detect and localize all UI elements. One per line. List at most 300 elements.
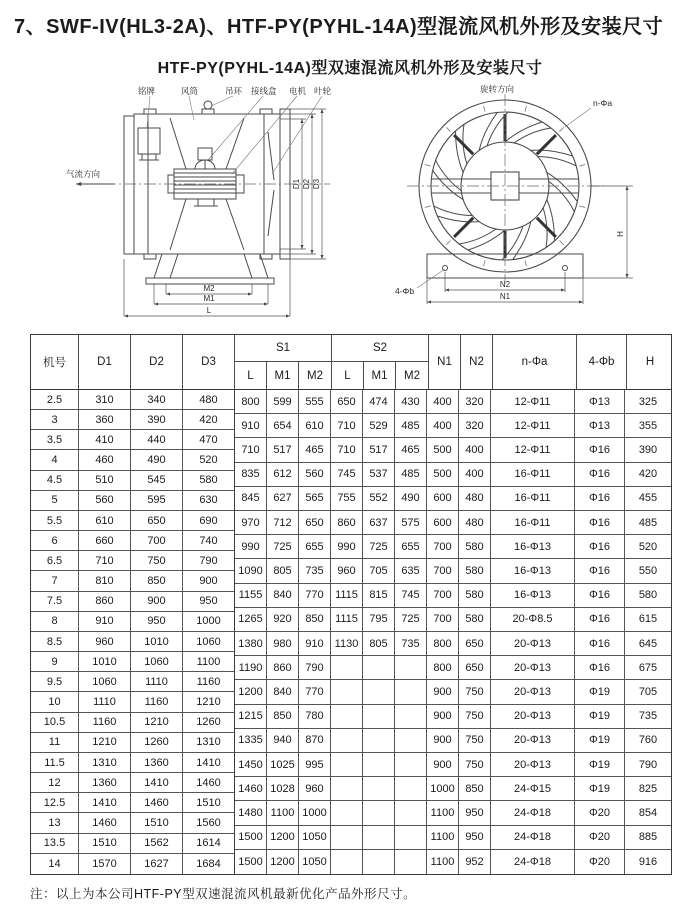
table-cell: 420 [183,410,235,430]
table-cell: 1190 [235,656,267,680]
table-cell: 10.5 [31,713,79,733]
table-cell: 710 [79,551,131,571]
table-cell: 850 [131,571,183,591]
table-cell: 1025 [267,753,299,777]
table-cell: 565 [299,487,331,511]
table-cell: 854 [625,801,671,825]
table-cell: 2.5 [31,390,79,410]
table-cell: 740 [183,531,235,551]
table-cell: 1570 [79,854,131,874]
table-cell: 800 [427,632,459,656]
table-cell [363,656,395,680]
table-cell: 850 [299,608,331,632]
table-cell: 900 [131,592,183,612]
table-cell: 1000 [427,777,459,801]
table-header [31,335,671,390]
table-cell [363,801,395,825]
table-cell [395,680,427,704]
col-group-s2 [332,335,429,389]
header-d2: D2 [131,335,183,389]
table-cell: 990 [331,535,363,559]
table-cell: 465 [395,438,427,462]
table-cell: 490 [395,487,427,511]
table-cell: 24-Φ15 [491,777,575,801]
table-cell [363,753,395,777]
table-cell: 1100 [427,801,459,825]
table-cell: 11.5 [31,753,79,773]
table-cell: Φ16 [575,535,625,559]
table-cell: 16-Φ11 [491,487,575,511]
table-cell: 1160 [131,692,183,712]
table-body-left [31,390,235,874]
table-cell: 940 [267,729,299,753]
table-cell: 20-Φ13 [491,753,575,777]
table-cell: 770 [299,584,331,608]
table-cell: 1130 [331,632,363,656]
table-cell: 340 [131,390,183,410]
table-cell: 520 [625,535,671,559]
nameplate-shape [138,128,160,154]
table-cell [395,705,427,729]
table-cell: 5 [31,491,79,511]
col-group-s1 [235,335,332,389]
table-cell [395,656,427,680]
table-cell: 1210 [183,692,235,712]
table-cell: Φ16 [575,656,625,680]
header-h: H [645,356,655,368]
table-cell: 310 [79,390,131,410]
table-cell: 885 [625,826,671,850]
dim-d1: D1 [292,178,301,190]
table-cell: 1060 [183,632,235,652]
label-rotation-direction: 旋转方向 [479,84,515,94]
table-cell: 580 [459,584,491,608]
table-cell: 1210 [79,733,131,753]
table-cell [363,850,395,874]
table-cell: 580 [625,584,671,608]
table-cell: 870 [299,729,331,753]
table-cell: Φ16 [575,632,625,656]
table-cell: 635 [395,559,427,583]
table-cell: 1100 [267,801,299,825]
dim-m1: M1 [203,294,215,303]
table-cell: 840 [267,584,299,608]
table-cell: Φ19 [575,753,625,777]
table-cell [331,729,363,753]
table-cell: 550 [625,559,671,583]
table-cell [331,705,363,729]
header-4-phi-b: 4-Φb [577,335,627,389]
table-cell: 790 [625,753,671,777]
table-cell: 440 [131,430,183,450]
table-cell: 750 [131,551,183,571]
table-cell: 4 [31,450,79,470]
table-cell: 1110 [79,692,131,712]
table-cell [331,850,363,874]
table-cell [363,680,395,704]
table-cell: 1115 [331,608,363,632]
table-cell: 650 [459,656,491,680]
table-cell: 900 [427,729,459,753]
table-cell: 575 [395,511,427,535]
table-cell: 20-Φ13 [491,656,575,680]
table-cell: 552 [363,487,395,511]
table-cell: 24-Φ18 [491,850,575,874]
table-cell: 1500 [235,850,267,874]
table-cell: 24-Φ18 [491,826,575,850]
table-cell: 990 [235,535,267,559]
table-cell: 800 [235,390,267,414]
table-cell: 650 [331,390,363,414]
table-cell: 14 [31,854,79,874]
table-cell: 1215 [235,705,267,729]
table-cell: 750 [459,680,491,704]
header-s1-l: L [235,362,267,389]
table-cell: Φ20 [575,850,625,874]
table-cell: 9.5 [31,672,79,692]
table-cell: 1050 [299,850,331,874]
table-cell: 529 [363,414,395,438]
table-cell: 410 [79,430,131,450]
table-cell: 735 [625,705,671,729]
table-cell: 860 [267,656,299,680]
table-cell: 627 [267,487,299,511]
table-cell: 580 [459,535,491,559]
table-cell: 700 [131,531,183,551]
table-cell: Φ16 [575,511,625,535]
table-cell: 1460 [131,793,183,813]
table-cell: 1028 [267,777,299,801]
table-cell: 460 [79,450,131,470]
table-cell: 655 [395,535,427,559]
table-cell [363,777,395,801]
table-cell [395,801,427,825]
table-cell: 520 [183,450,235,470]
table-cell: 20-Φ8.5 [491,608,575,632]
table-cell: 510 [79,471,131,491]
dim-d2: D2 [302,178,311,190]
table-cell: 1335 [235,729,267,753]
table-cell: 1260 [131,733,183,753]
table-cell: 12-Φ11 [491,414,575,438]
table-cell: Φ19 [575,705,625,729]
sub-title: HTF-PY(PYHL-14A)型双速混流风机外形及安装尺寸 [157,60,543,77]
table-cell: 850 [459,777,491,801]
table-cell: 360 [79,410,131,430]
table-cell: 20-Φ13 [491,680,575,704]
table-cell: 805 [267,559,299,583]
technical-drawings [58,82,700,326]
footer-note: 注：以上为本公司HTF-PY型双速混流风机最新优化产品外形尺寸。 [30,887,417,901]
table-cell: 12-Φ11 [491,390,575,414]
table-cell: 900 [427,680,459,704]
table-cell: 750 [459,729,491,753]
table-cell: 860 [331,511,363,535]
table-cell: 790 [183,551,235,571]
table-cell: 860 [79,592,131,612]
table-cell: 1560 [183,813,235,833]
table-cell: 474 [363,390,395,414]
header-s2-m2: M2 [404,369,420,382]
table-cell: 840 [267,680,299,704]
table-cell: 580 [459,559,491,583]
table-cell: 5.5 [31,511,79,531]
table-cell: 517 [363,438,395,462]
table-cell: 637 [363,511,395,535]
table-cell: 455 [625,487,671,511]
table-cell: 490 [131,450,183,470]
table-cell [395,826,427,850]
table-cell: 1210 [131,713,183,733]
table-cell: 970 [235,511,267,535]
header-s1-m2: M2 [307,369,323,382]
table-cell: 1410 [131,773,183,793]
table-cell: 485 [395,463,427,487]
table-cell: 980 [267,632,299,656]
table-cell: 705 [625,680,671,704]
table-cell: 7 [31,571,79,591]
table-cell: 1480 [235,801,267,825]
table-cell: 12 [31,773,79,793]
table-cell: 1110 [131,672,183,692]
table-cell: 1460 [183,773,235,793]
table-cell: 16-Φ13 [491,584,575,608]
header-jihao: 机号 [31,335,79,389]
dimension-table [30,334,672,875]
table-cell: 600 [427,487,459,511]
table-cell: 1450 [235,753,267,777]
label-4-phi-b: 4-Φb [395,286,415,296]
table-cell: 1010 [131,632,183,652]
table-cell: 790 [299,656,331,680]
label-impeller: 叶轮 [314,86,332,96]
table-cell: 7.5 [31,592,79,612]
table-cell: Φ16 [575,438,625,462]
table-cell [395,850,427,874]
table-cell: 1160 [79,713,131,733]
table-cell: 995 [299,753,331,777]
table-cell: Φ20 [575,826,625,850]
table-cell: 1000 [299,801,331,825]
table-cell: 16-Φ13 [491,559,575,583]
table-cell: 845 [235,487,267,511]
label-n-phi-a: n-Φa [593,98,613,108]
table-cell: 1265 [235,608,267,632]
table-cell: 537 [363,463,395,487]
table-cell: 920 [267,608,299,632]
table-cell: 10 [31,692,79,712]
table-cell: Φ16 [575,487,625,511]
table-cell: 1115 [331,584,363,608]
table-cell: 545 [131,471,183,491]
side-view-drawing [58,82,393,326]
table-cell: 1060 [79,672,131,692]
table-cell: 6.5 [31,551,79,571]
table-cell: 1562 [131,834,183,854]
table-cell: 1100 [183,652,235,672]
label-motor: 电机 [289,86,307,96]
table-cell: 13 [31,813,79,833]
table-cell: 16-Φ11 [491,511,575,535]
table-cell: 1460 [235,777,267,801]
table-cell: 1100 [427,826,459,850]
table-cell: 4.5 [31,471,79,491]
table-cell [331,680,363,704]
table-cell: 1310 [79,753,131,773]
table-cell: 390 [131,410,183,430]
table-cell: 1614 [183,834,235,854]
table-cell: 1510 [79,834,131,854]
table-cell: 1310 [183,733,235,753]
table-cell: Φ16 [575,463,625,487]
table-cell: 485 [395,414,427,438]
table-cell: 654 [267,414,299,438]
label-airflow: 气流方向 [66,169,101,179]
table-cell: 20-Φ13 [491,632,575,656]
table-cell: 710 [235,438,267,462]
table-cell [331,656,363,680]
table-cell: 700 [427,535,459,559]
table-cell: 610 [299,414,331,438]
table-cell: 1000 [183,612,235,632]
table-cell: 1380 [235,632,267,656]
table-cell: 390 [625,438,671,462]
table-cell: 320 [459,414,491,438]
table-cell: 795 [363,608,395,632]
front-view-drawing [393,82,693,326]
table-cell: 11 [31,733,79,753]
table-cell: 650 [299,511,331,535]
table-cell: 675 [625,656,671,680]
table-cell: 910 [299,632,331,656]
header-n1: N1 [429,335,461,389]
table-cell: 9 [31,652,79,672]
table-cell: 725 [267,535,299,559]
table-cell: Φ16 [575,608,625,632]
label-junction-box: 接线盒 [251,86,277,96]
table-cell: 1510 [183,793,235,813]
table-cell: 745 [395,584,427,608]
table-cell: 650 [131,511,183,531]
table-cell: 500 [427,438,459,462]
table-cell: 500 [427,463,459,487]
table-cell: 1160 [183,672,235,692]
lifting-ring-shape [204,101,212,109]
table-cell: 16-Φ11 [491,463,575,487]
table-cell: 470 [183,430,235,450]
table-cell [331,826,363,850]
table-cell [363,729,395,753]
header-n2: N2 [461,335,493,389]
table-cell: 1360 [131,753,183,773]
table-cell: 850 [267,705,299,729]
table-cell: 950 [459,801,491,825]
header-s1-m1: M1 [267,362,299,389]
table-cell [363,705,395,729]
table-cell: Φ19 [575,729,625,753]
table-cell: 400 [459,438,491,462]
table-cell: 600 [427,511,459,535]
table-cell: 960 [299,777,331,801]
table-body-right [235,390,671,874]
table-cell: 770 [299,680,331,704]
dim-m2: M2 [203,284,215,293]
table-cell: 400 [427,414,459,438]
table-cell: 1060 [131,652,183,672]
table-cell: 1155 [235,584,267,608]
table-cell: 430 [395,390,427,414]
table-cell: 1510 [131,813,183,833]
header-d1: D1 [79,335,131,389]
table-cell: 760 [625,729,671,753]
table-cell: 712 [267,511,299,535]
dim-h: H [616,231,625,237]
table-cell: 3 [31,410,79,430]
header-s2-m1: M1 [364,362,396,389]
table-cell: 900 [427,753,459,777]
table-cell: 725 [363,535,395,559]
table-cell: 900 [427,705,459,729]
table-cell: 745 [331,463,363,487]
table-cell: 960 [331,559,363,583]
table-cell: 16-Φ13 [491,535,575,559]
table-cell: 655 [299,535,331,559]
table-cell: 1260 [183,713,235,733]
table-cell: 1200 [267,850,299,874]
table-cell: 710 [331,414,363,438]
page-title: 7、SWF-IV(HL3-2A)、HTF-PY(PYHL-14A)型混流风机外形及安装尺寸 [14,16,664,38]
table-cell: 910 [79,612,131,632]
table-cell [395,729,427,753]
table-cell: 950 [183,592,235,612]
table-cell: 610 [79,511,131,531]
table-cell: 1010 [79,652,131,672]
table-cell: 20-Φ13 [491,729,575,753]
table-cell: 825 [625,777,671,801]
table-cell: 20-Φ13 [491,705,575,729]
table-cell: 910 [235,414,267,438]
table-cell: 580 [183,471,235,491]
table-cell: 12.5 [31,793,79,813]
table-cell: 1684 [183,854,235,874]
table-cell: 355 [625,414,671,438]
table-cell: 560 [79,491,131,511]
table-cell: 950 [459,826,491,850]
table-cell: 12-Φ11 [491,438,575,462]
table-body [31,390,671,874]
table-cell: 960 [79,632,131,652]
catalog-page [0,10,700,907]
table-cell: 1200 [267,826,299,850]
label-lifting-ring: 吊环 [225,86,243,96]
table-cell: 1100 [427,850,459,874]
table-cell: 735 [395,632,427,656]
header-n-phi-a: n-Φa [493,335,577,389]
dim-n2: N2 [499,280,511,289]
table-cell: 599 [267,390,299,414]
table-cell: 555 [299,390,331,414]
table-cell: 952 [459,850,491,874]
table-cell: 750 [459,753,491,777]
table-cell: 480 [183,390,235,410]
header-s2: S2 [332,335,428,362]
table-cell: Φ19 [575,680,625,704]
table-cell: 465 [299,438,331,462]
table-cell: 24-Φ18 [491,801,575,825]
table-cell: 950 [131,612,183,632]
table-cell: 1500 [235,826,267,850]
table-cell: 420 [625,463,671,487]
